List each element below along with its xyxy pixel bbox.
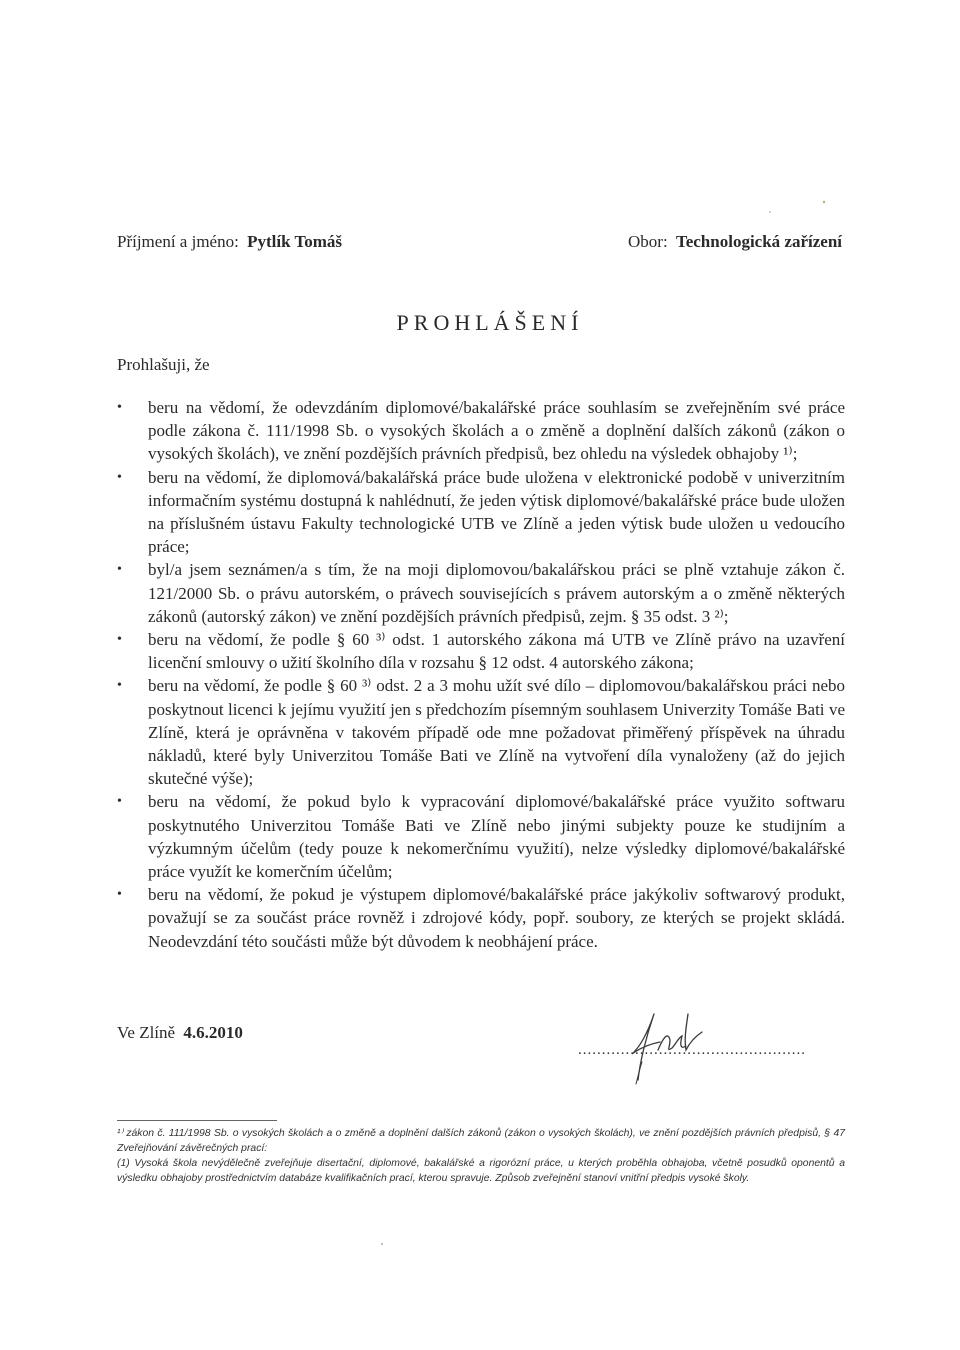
declaration-item (117, 790, 845, 883)
bullet-icon: • (117, 632, 122, 648)
declaration-text: beru na vědomí, že podle § 60 ³⁾ odst. 2 a 3 mohu užít své dílo – diplomovou/bakalářskou práci nebo poskytnout licenci k jejímu využití jen s předchozím písemným souhlasem Univerzity Tomáše Bati ve Zlíně, která je oprávněna v takovém případě ode mne požadovat přiměřený příspěvek na úhradu nákladů, které byly Univerzitou Tomáše Bati ve Zlíně na vytvoření díla vynaloženy (až do jejich skutečné výše); (148, 676, 845, 789)
field-of-study-line (628, 232, 842, 252)
bullet-icon: • (117, 678, 122, 694)
footnote: ¹⁾ zákon č. 111/1998 Sb. o vysokých školách a o změně a doplnění dalších zákonů (zákon o vysokých školách), ve znění pozdějších právních předpisů, § 47 Zveřejňování závěrečných prací: (117, 1128, 845, 1154)
declaration-text: byl/a jsem seznámen/a s tím, že na moji diplomovou/bakalářskou práci se plně vztahuje zákon č. 121/2000 Sb. o právu autorském, o právech souvisejících s právem autorským a o změně některých zákonů (autorský zákon) ve znění pozdějších právních předpisů, zejm. § 35 odst. 3 ²⁾; (148, 560, 845, 626)
declaration-item (117, 558, 845, 628)
date-place: Ve Zlíně (117, 1023, 176, 1042)
declaration-item (117, 883, 845, 953)
signature-line: ................................................ (578, 1042, 806, 1058)
name-label: Příjmení a jméno: (117, 232, 239, 251)
declaration-text: beru na vědomí, že pokud bylo k vypracování diplomové/bakalářské práce využito softwaru poskytnutého Univerzitou Tomáše Bati ve Zlíně nebo jinými subjekty pouze ke studijním a výzkumným účelům (tedy pouze k nekomerčnímu využití), nelze výsledky diplomové/bakalářské práce využít ke komerčním účelům; (148, 792, 845, 882)
declaration-item (117, 396, 845, 466)
declaration-text: beru na vědomí, že diplomová/bakalářská práce bude uložena v elektronické podobě v univerzitním informačním systému dostupná k nahlédnutí, že jeden výtisk diplomové/bakalářské práce bude uložen na příslušném ústavu Fakulty technologické UTB ve Zlíně a jeden výtisk bude uložen u vedoucího práce; (148, 467, 845, 557)
intro-text: Prohlašuji, že (117, 355, 210, 374)
bullet-icon: • (117, 794, 122, 810)
student-name-line (117, 232, 342, 252)
declaration-item (117, 674, 845, 790)
document-title: PROHLÁŠENÍ (396, 310, 584, 335)
bullet-icon: • (117, 469, 122, 485)
footnote-rule (117, 1120, 277, 1121)
date-line (117, 1023, 243, 1043)
bullet-icon: • (117, 562, 122, 578)
declaration-item (117, 466, 845, 559)
declaration-list (117, 396, 845, 953)
date-value: 4.6.2010 (183, 1023, 243, 1042)
footnotes (117, 1126, 845, 1186)
declaration-item (117, 628, 845, 674)
bullet-icon: • (117, 887, 122, 903)
footnote: (1) Vysoká škola nevýdělečně zveřejňuje disertační, diplomové, bakalářské a rigorózní práce, u kterých proběhla obhajoba, včetně posudků oponentů a výsledku obhajoby prostřednictvím databáze kvalifikačních prací, kterou spravuje. Způsob zveřejnění stanoví vnitřní předpis vysoké školy. (117, 1158, 845, 1184)
declaration-text: beru na vědomí, že podle § 60 ³⁾ odst. 1 autorského zákona má UTB ve Zlíně právo na uzavření licenční smlouvy o užití školního díla v rozsahu § 12 odst. 4 autorského zákona; (148, 630, 845, 673)
handwritten-signature (610, 992, 720, 1092)
declaration-text: beru na vědomí, že pokud je výstupem diplomové/bakalářské práce jakýkoliv softwarový produkt, považují se za součást práce rovněž i zdrojové kódy, popř. soubory, ze kterých se projekt skládá. Neodevzdání této součásti může být důvodem k neobhájení práce. (148, 885, 845, 951)
name-value: Pytlík Tomáš (247, 232, 343, 251)
bullet-icon: • (117, 400, 122, 415)
field-value: Technologická zařízení (675, 232, 842, 251)
declaration-text: beru na vědomí, že odevzdáním diplomové/bakalářské práce souhlasím se zveřejněním své práce podle zákona č. 111/1998 Sb. o vysokých školách a o změně a doplnění dalších zákonů (zákon o vysokých školách), ve znění pozdějších právních předpisů, bez ohledu na výsledek obhajoby ¹⁾; (148, 398, 845, 464)
field-label: Obor: (628, 232, 668, 251)
